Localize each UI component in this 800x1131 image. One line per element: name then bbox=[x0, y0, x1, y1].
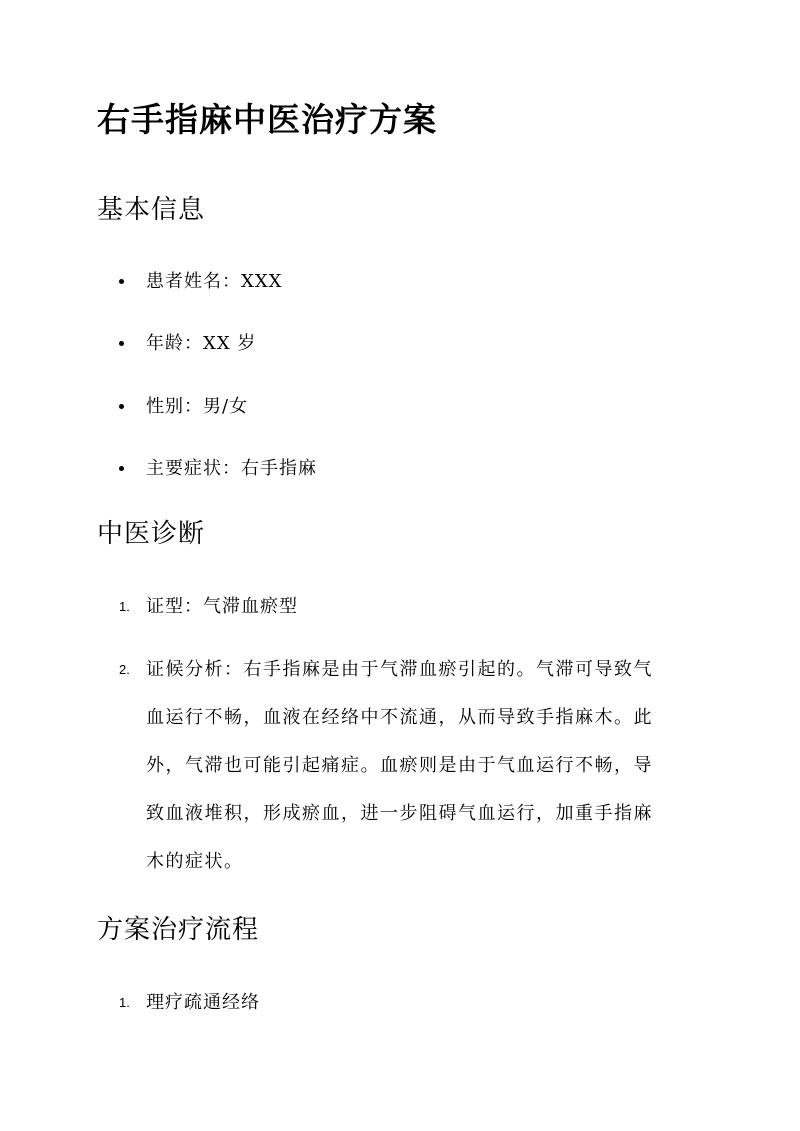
section-heading-basic-info: 基本信息 bbox=[97, 195, 206, 225]
list-item-text: 性别：男/女 bbox=[146, 396, 249, 417]
paragraph bbox=[146, 646, 691, 886]
list-item-text: 理疗疏通经络 bbox=[146, 992, 260, 1013]
bullet-icon bbox=[119, 466, 124, 471]
list-item-text: 证型：气滞血瘀型 bbox=[146, 596, 298, 617]
bullet-icon bbox=[119, 279, 124, 284]
list-number: 1. bbox=[119, 995, 130, 1010]
paragraph-line: 外，气滞也可能引起痛症。血瘀则是由于气血运行不畅，导 bbox=[146, 755, 653, 776]
bullet-icon bbox=[119, 341, 124, 346]
list-item-text: 患者姓名：XXX bbox=[146, 271, 283, 292]
bullet-icon bbox=[119, 404, 124, 409]
list-number: 2. bbox=[119, 662, 130, 677]
list-number: 1. bbox=[119, 599, 130, 614]
section-heading-treatment: 方案治疗流程 bbox=[97, 915, 260, 945]
list-item-text: 年龄：XX 岁 bbox=[146, 333, 257, 354]
paragraph-line: 血运行不畅，血液在经络中不流通，从而导致手指麻木。此 bbox=[146, 707, 653, 728]
list-item-text: 主要症状：右手指麻 bbox=[146, 458, 317, 479]
document-title: 右手指麻中医治疗方案 bbox=[97, 100, 437, 139]
paragraph-line: 证候分析：右手指麻是由于气滞血瘀引起的。气滞可导致气 bbox=[146, 659, 653, 680]
section-heading-diagnosis: 中医诊断 bbox=[97, 519, 206, 549]
paragraph-line: 木的症状。 bbox=[146, 851, 244, 872]
paragraph-line: 致血液堆积，形成瘀血，进一步阻碍气血运行，加重手指麻 bbox=[146, 803, 653, 824]
